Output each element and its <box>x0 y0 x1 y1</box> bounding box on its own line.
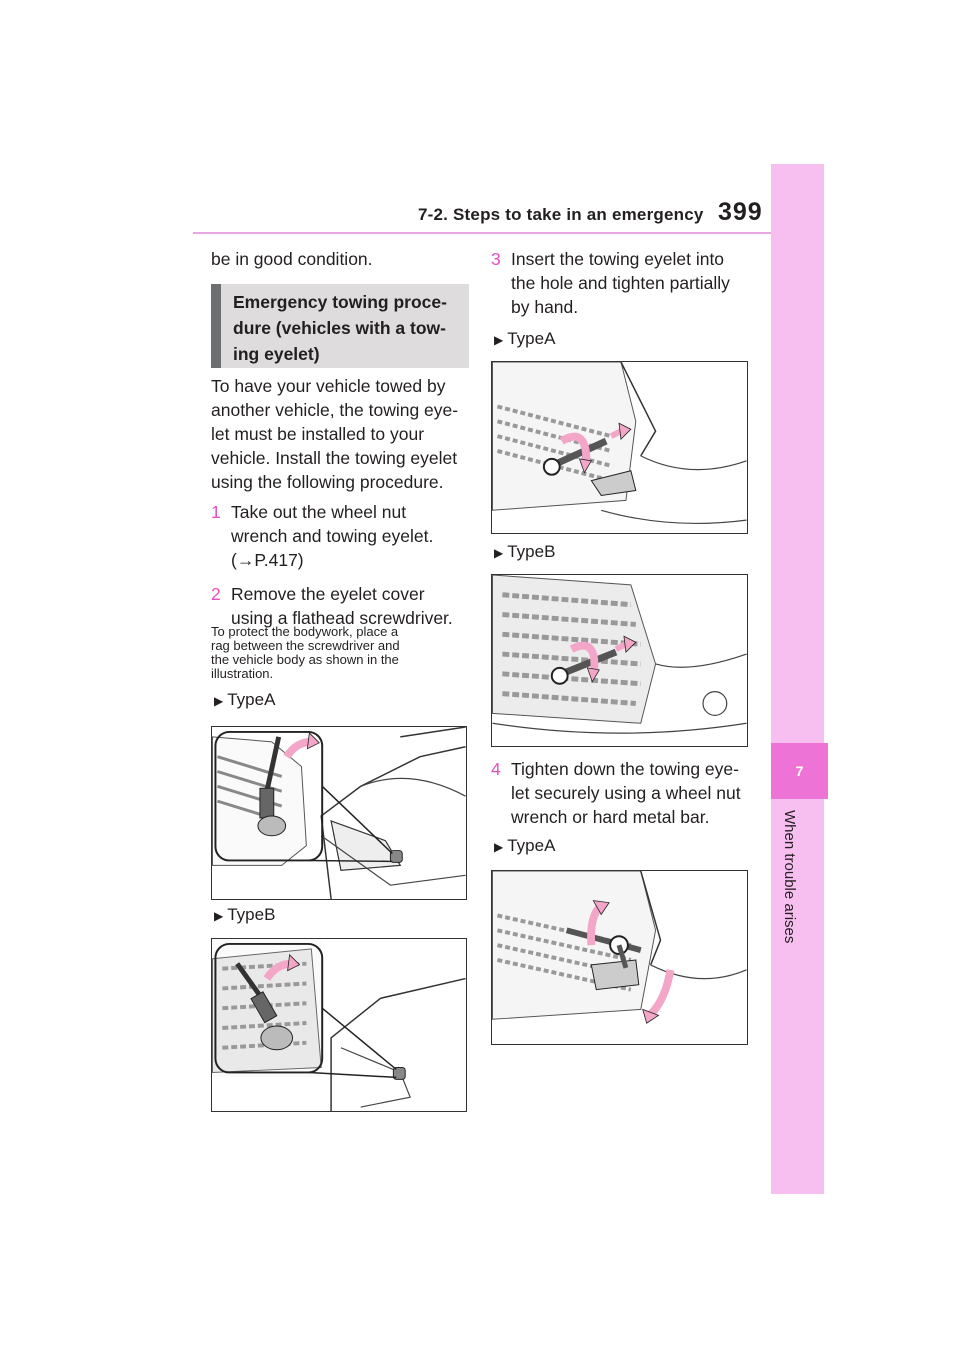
section-heading-box <box>211 284 469 368</box>
triangle-right-icon: ▶ <box>214 694 224 708</box>
chapter-number-box: 7 <box>771 743 828 799</box>
chapter-side-tab <box>771 164 824 1194</box>
intro-text: be in good condition. <box>211 249 373 269</box>
step-line: Take out the wheel nut <box>231 502 407 522</box>
paragraph-line: To have your vehicle towed by <box>211 376 446 396</box>
section-heading-line: Emergency towing proce- <box>233 292 447 312</box>
step-line: Insert the towing eyelet into <box>511 249 725 269</box>
step-line: Tighten down the towing eye- <box>511 759 739 779</box>
step-1 <box>211 500 471 572</box>
intro-paragraph <box>211 374 458 494</box>
step-number: 3 <box>491 249 501 269</box>
illustration-remove-cover-type-b <box>211 938 467 1112</box>
step-line: the hole and tighten partially <box>511 273 730 293</box>
note-text <box>211 625 400 681</box>
section-heading-line: dure (vehicles with a tow- <box>233 318 446 338</box>
step-3 <box>491 247 761 319</box>
triangle-right-icon: ▶ <box>494 840 504 854</box>
type-a-label: ▶ TypeA <box>494 329 556 348</box>
triangle-right-icon: ▶ <box>214 909 224 923</box>
triangle-right-icon: ▶ <box>494 333 504 347</box>
note-line: To protect the bodywork, place a <box>211 624 399 639</box>
step-number: 1 <box>211 502 221 522</box>
step-line: using a flathead screwdriver. <box>231 608 453 628</box>
paragraph-line: let must be installed to your <box>211 424 425 444</box>
illustration-insert-eyelet-type-a <box>491 361 748 534</box>
step-line: let securely using a wheel nut <box>511 783 741 803</box>
note-line: rag between the screwdriver and <box>211 638 400 653</box>
page-number: 399 <box>718 198 763 226</box>
paragraph-line: using the following procedure. <box>211 472 444 492</box>
paragraph-line: vehicle. Install the towing eyelet <box>211 448 458 468</box>
step-line: wrench and towing eyelet. <box>231 526 434 546</box>
illustration-tighten-eyelet-type-a <box>491 870 748 1045</box>
paragraph-line: another vehicle, the towing eye- <box>211 400 459 420</box>
header-rule <box>193 232 793 234</box>
type-a-label: ▶ TypeA <box>494 836 556 855</box>
step-page-reference: (→P.417) <box>231 550 304 570</box>
illustration-remove-cover-type-a <box>211 726 467 900</box>
step-number: 4 <box>491 759 501 779</box>
type-a-label: ▶ TypeA <box>214 690 276 709</box>
step-number: 2 <box>211 584 221 604</box>
triangle-right-icon: ▶ <box>494 546 504 560</box>
step-line: by hand. <box>511 297 579 317</box>
step-4 <box>491 757 761 829</box>
illustration-insert-eyelet-type-b <box>491 574 748 747</box>
section-heading-line: ing eyelet) <box>233 344 320 364</box>
step-line: wrench or hard metal bar. <box>511 807 710 827</box>
type-b-label: ▶ TypeB <box>494 542 556 561</box>
step-2 <box>211 582 471 630</box>
step-line: Remove the eyelet cover <box>231 584 425 604</box>
header-section-title: 7-2. Steps to take in an emergency <box>418 205 704 224</box>
note-line: the vehicle body as shown in the <box>211 652 399 667</box>
type-b-label: ▶ TypeB <box>214 905 276 924</box>
chapter-title: When trouble arises <box>781 810 798 944</box>
note-line: illustration. <box>211 666 274 681</box>
